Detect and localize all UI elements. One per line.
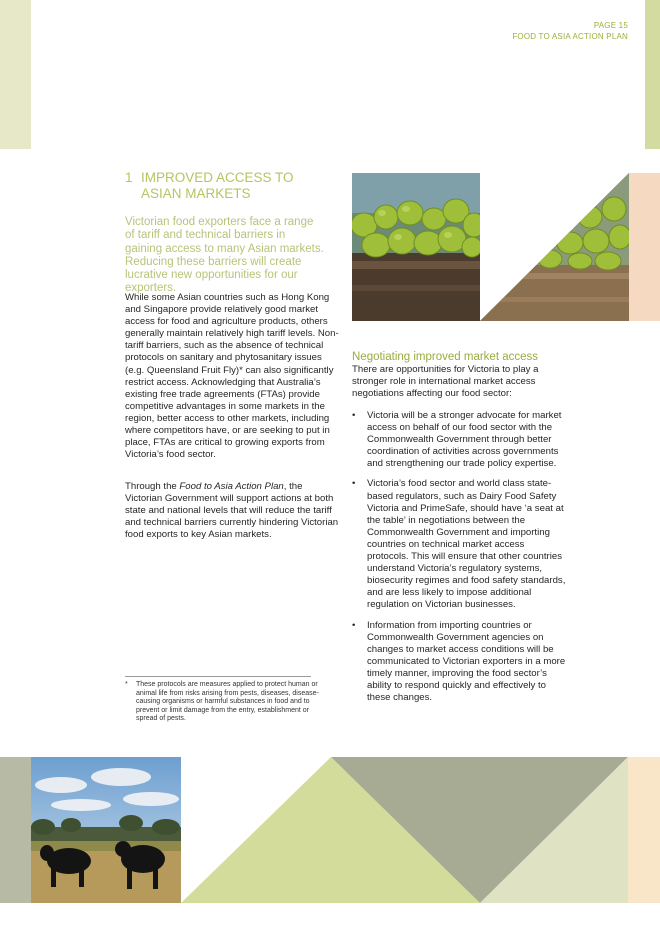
- footnote-mark: *: [125, 681, 128, 688]
- list-item: [352, 478, 566, 611]
- bullet-glyph: •: [352, 478, 356, 490]
- bullet-text: Victoria’s food sector and world class state-based regulators, such as Dairy Food Safety Victoria and PrimeSafe, should have ‘a seat at the table’ in negotiations between the Commonwealth Government and importing countries on technical market access protocols. This will ensure that other countries understand Victoria’s regulatory systems, biosecurity regimes and food safety standards, and are less likely to impose additional regulation on Victorian businesses.: [367, 478, 566, 611]
- list-item: [352, 620, 566, 705]
- footnote: [125, 681, 325, 724]
- section-heading: [125, 170, 325, 201]
- p2-after: , the Victorian Government will support actions at both state and national levels that will reduce the tariff and technical barriers currently hindering Victorian food exports to key Asian markets.: [125, 481, 339, 541]
- bullet-text: Information from importing countries or Commonwealth Government agencies on changes to market access conditions will be communicated to Victorian exporters in a more timely manner, improving the food sector’s ability to respond quickly and effectively to these changes.: [367, 619, 566, 704]
- subheading: Negotiating improved market access: [352, 351, 538, 363]
- header-band-left: [0, 0, 31, 149]
- plan-title-italic: Food to Asia Action Plan: [179, 481, 284, 492]
- peach-accent-strip: [629, 173, 660, 321]
- bullet-glyph: •: [352, 410, 356, 421]
- section-title-line1: IMPROVED ACCESS TO: [141, 170, 294, 185]
- bullet-list: [352, 410, 566, 712]
- footnote-rule: [125, 676, 311, 677]
- section-title-line2: ASIAN MARKETS: [141, 185, 251, 201]
- page-number: PAGE 15: [593, 21, 628, 30]
- right-intro: There are opportunities for Victoria to play a stronger role in international market access negotiations affecting our food sector:: [352, 364, 539, 400]
- pears-photo: [352, 173, 480, 321]
- intro-paragraph: Victorian food exporters face a range of tariff and technical barriers in gaining access to many Asian markets. Reducing these barriers will create lucrative new opportunities for our exporters.: [125, 216, 324, 295]
- header-band-right: [645, 0, 660, 149]
- p2-before: Through the: [125, 481, 180, 492]
- list-item: [352, 410, 566, 470]
- footnote-text: These protocols are measures applied to protect human or animal life from risks arising from pests, diseases, disease-causing organisms or harmful substances in food and to prevent or limit damage from the entry, establishment or spread of pests.: [136, 681, 319, 723]
- document-title: FOOD TO ASIA ACTION PLAN: [512, 32, 628, 41]
- page-header: [512, 20, 628, 42]
- section-number: 1: [125, 170, 133, 185]
- pears-crate-photo: [480, 173, 629, 321]
- body-paragraph-1: While some Asian countries such as Hong Kong and Singapore provide relatively good market access for food and agriculture products, others generally maintain relatively high tariff levels. Non-tariff barriers, such as the absence of technical protocols on sanitary and phytosanitary issues (e.g. Queensland Fruit Fly)* can also significantly restrict access. Acknowledging that Australia’s existing free trade agreements (FTAs) provide competitive advantages in some markets in the region, better access to other markets, including where competitors have, or are seeking to put in place, FTAs are critical to growing exports from Victoria’s food sector.: [125, 292, 339, 461]
- body-paragraph-2: [125, 481, 339, 541]
- cattle-photo: [31, 757, 181, 903]
- bullet-glyph: •: [352, 619, 356, 631]
- bullet-text: Victoria will be a stronger advocate for market access on behalf of our food sector with the Commonwealth Government through better coordination of activities across governments and strengthening our trade policy expertise.: [367, 410, 562, 470]
